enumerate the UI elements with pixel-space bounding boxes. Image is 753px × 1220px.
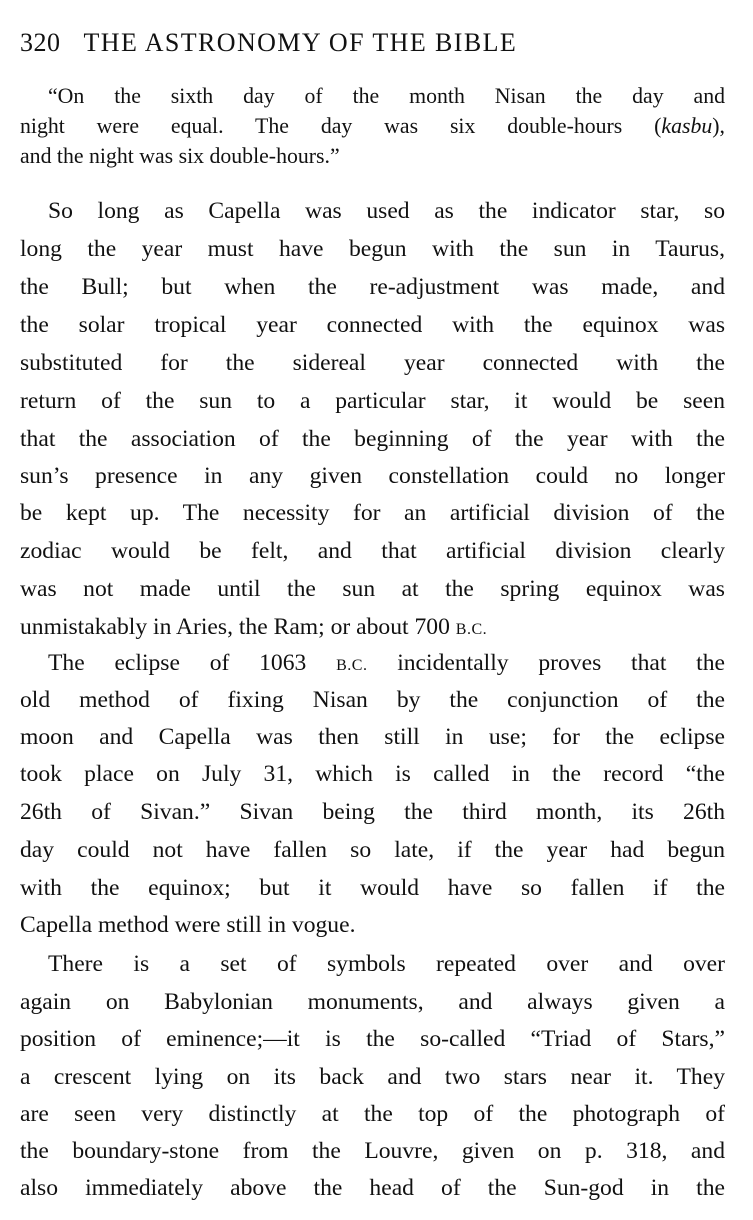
era-abbreviation: B.C. [336,657,368,674]
paragraph-line: zodiac would be felt, and that artificial division clearly [20,538,725,564]
paragraph-line: 26th of Sivan.” Sivan being the third month, its 26th [20,799,725,825]
paragraph-line: old method of fixing Nisan by the conjunction of the [20,687,725,713]
paragraph-line: substituted for the sidereal year connected with the [20,350,725,376]
paragraph-line: There is a set of symbols repeated over and over [48,951,725,977]
italic-term: kasbu [661,114,713,138]
paragraph-line: return of the sun to a particular star, it would be seen [20,388,725,414]
paragraph-line: So long as Capella was used as the indicator star, so [48,198,725,224]
paragraph-line: moon and Capella was then still in use; for the eclipse [20,724,725,750]
era-abbreviation: B.C. [455,621,488,638]
paragraph-line: are seen very distinctly at the top of the photograph of [20,1101,725,1127]
paragraph-line: The eclipse of 1063 B.C. incidentally proves that the [48,650,725,676]
paragraph-line: unmistakably in Aries, the Ram; or about 700 B.C. [20,614,488,640]
paragraph-line: that the association of the beginning of the year with the [20,426,725,452]
running-head-title: THE ASTRONOMY OF THE BIBLE [83,28,518,57]
paragraph-line: long the year must have begun with the sun in Taurus, [20,236,725,262]
paragraph-line: the Bull; but when the re-adjustment was made, and [20,274,725,300]
paragraph-line: also immediately above the head of the Sun-god in the [20,1175,725,1201]
paragraph-line: was not made until the sun at the spring equinox was [20,576,725,602]
paragraph-line: again on Babylonian monuments, and always given a [20,989,725,1015]
paragraph-line: the solar tropical year connected with the equinox was [20,312,725,338]
paragraph-line: position of eminence;—it is the so-called “Triad of Stars,” [20,1026,725,1052]
quote-line: night were equal. The day was six double-hours (kasbu), [20,114,725,138]
paragraph-line: be kept up. The necessity for an artificial division of the [20,500,725,526]
quote-line: “On the sixth day of the month Nisan the day and [48,84,725,108]
running-head [20,26,730,60]
paragraph-line: a crescent lying on its back and two stars near it. They [20,1064,725,1090]
paragraph-line: Capella method were still in vogue. [20,912,356,938]
paragraph-line: took place on July 31, which is called in the record “the [20,761,725,787]
paragraph-line: day could not have fallen so late, if the year had begun [20,837,725,863]
paragraph-line: sun’s presence in any given constellation could no longer [20,463,725,489]
page-number: 320 [20,28,61,57]
quote-line: and the night was six double-hours.” [20,144,340,168]
paragraph-line: with the equinox; but it would have so fallen if the [20,875,725,901]
paragraph-line: the boundary-stone from the Louvre, given on p. 318, and [20,1138,725,1164]
